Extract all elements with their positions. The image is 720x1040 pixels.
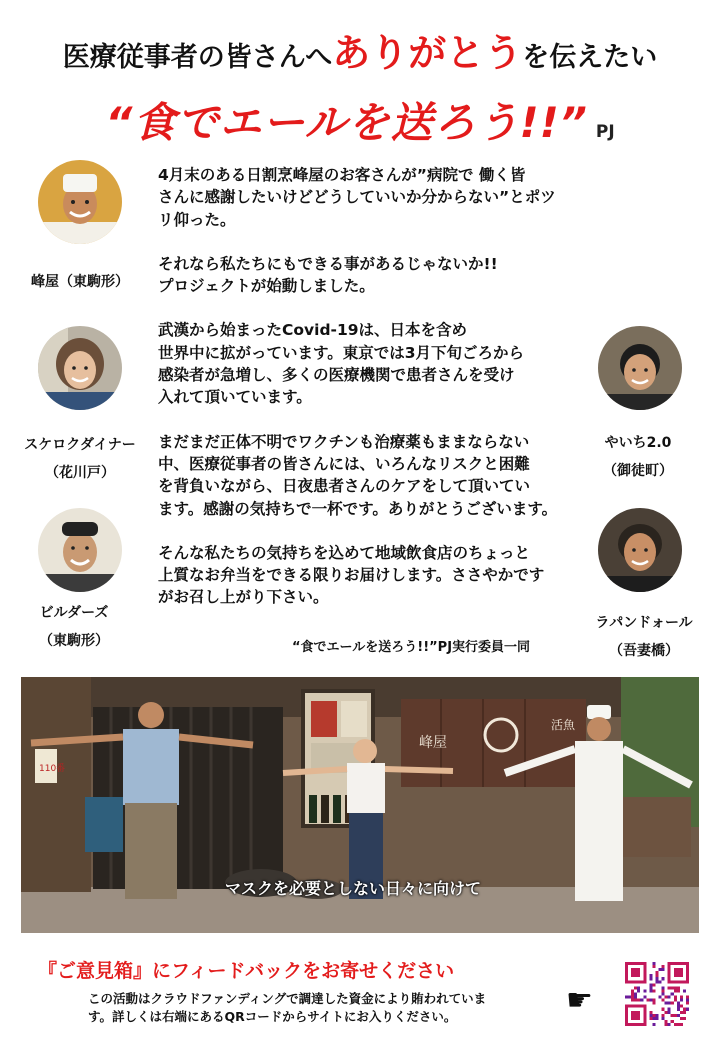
- name-yaichi: [588, 432, 688, 482]
- name-sukeroku-area: （花川戸）: [45, 465, 115, 481]
- headline-prefix: 医療従事者の皆さんへ: [62, 42, 333, 73]
- funding-note: この活動はクラウドファンディングで調達した資金により賄われていま す。詳しくは右端にあるQRコードからサイトにお入りください。: [88, 991, 487, 1024]
- paragraph-bento: そんな私たちの気持ちを込めて地域飲食店のちょっと 上質なお弁当をできる限りお届けします。ささやかです がお召し上がり下さい。: [158, 543, 545, 607]
- name-builders: [24, 602, 124, 652]
- project-title: [0, 90, 720, 150]
- headline: [0, 22, 720, 77]
- name-sukeroku-label: スケロクダイナー: [24, 437, 136, 453]
- project-title-suffix: PJ: [595, 122, 615, 142]
- name-yaichi-area: （御徒町）: [603, 463, 673, 479]
- paragraph-covid: 武漢から始まったCovid-19は、日本を含め 世界中に拡がっています。東京では3月下旬ごろから 感染者が急増し、多くの医療機関で患者さんを受け 入れて頂いています。: [158, 321, 525, 407]
- pointing-hand-icon: ☛: [566, 983, 593, 1018]
- paragraph-start: それなら私たちにもできる事があるじゃないか!! プロジェクトが始動しました。: [158, 254, 498, 296]
- name-mineya: 峰屋（東駒形）: [31, 274, 129, 290]
- message-body: [158, 164, 578, 631]
- storefront-photo: [21, 677, 699, 933]
- project-title-main: “食でエールを送ろう!!”: [105, 98, 588, 147]
- name-yaichi-label: やいち2.0: [604, 435, 672, 451]
- photo-caption: マスクを必要としない日々に向けて: [225, 879, 482, 898]
- portrait-builders: [38, 508, 122, 592]
- sign-mineya: 峰屋: [419, 735, 447, 751]
- feedback-link[interactable]: 『ご意見箱』にフィードバックをお寄せください: [38, 960, 455, 982]
- name-lapin-area: （吾妻橋）: [609, 643, 679, 659]
- portrait-yaichi: [598, 326, 682, 410]
- name-builders-label: ビルダーズ: [39, 605, 109, 621]
- portrait-mineya: [38, 160, 122, 244]
- sign-katsugyo: 活魚: [551, 718, 576, 732]
- signoff: “食でエールを送ろう!!”PJ実行委員一同: [292, 640, 531, 655]
- paragraph-origin: 4月末のある日割烹峰屋のお客さんが”病院で 働く皆 さんに感謝したいけどどうしていいか分からない”とポツ リ仰った。: [158, 166, 556, 229]
- name-lapin-label: ラパンドォール: [595, 615, 693, 631]
- headline-emphasis: ありがとう: [332, 31, 523, 75]
- name-lapin: [588, 612, 700, 662]
- name-builders-area: （東駒形）: [39, 633, 109, 649]
- portrait-sukeroku: [38, 326, 122, 410]
- paragraph-thanks: まだまだ正体不明でワクチンも治療薬もままならない 中、医療従事者の皆さんには、いろんなリスクと困難 を背負いながら、日夜患者さんのケアをして頂いてい ます。感謝の気持ちで一杯です。ありがとうございます。: [158, 432, 558, 518]
- qr-code[interactable]: [625, 962, 689, 1026]
- headline-suffix: を伝えたい: [522, 42, 658, 73]
- portrait-lapin: [598, 508, 682, 592]
- name-sukeroku: [24, 434, 136, 484]
- sign-110: 110番: [39, 764, 66, 774]
